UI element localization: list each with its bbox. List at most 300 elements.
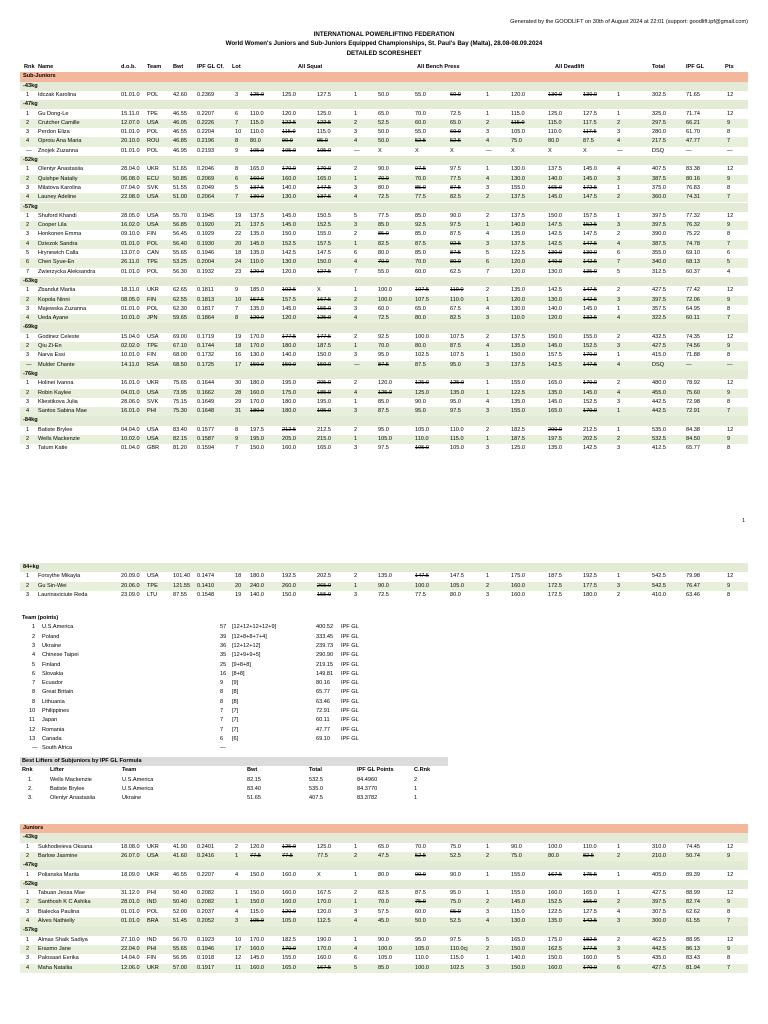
table-cell: 9 [727, 119, 731, 126]
table-cell: 1 [354, 871, 358, 878]
best-lifter-cell: Wells Mackenzie [50, 776, 92, 783]
table-cell: 410.0 [652, 591, 666, 598]
table-cell: 121.55 [173, 582, 191, 589]
table-cell: UKR [147, 380, 159, 387]
table-cell: 12 [727, 890, 734, 897]
best-lifter-cell: 84.4960 [357, 776, 378, 783]
table-cell: 147.5 [415, 573, 429, 580]
team-cell: 47.77 [316, 726, 330, 733]
table-cell: Santos Sabina Mae [38, 408, 87, 415]
table-cell: 2 [354, 119, 358, 126]
table-cell: 105.0 [317, 147, 331, 154]
best-lifter-cell: 2. [28, 785, 33, 792]
table-cell: Godinez Celeste [38, 333, 80, 340]
team-cell: 8 [220, 698, 224, 705]
weight-class-header [20, 833, 748, 842]
table-cell: 72.5 [378, 194, 389, 201]
table-cell: 4 [354, 918, 358, 924]
table-cell: POL [147, 147, 159, 154]
table-cell: 4 [727, 268, 731, 275]
table-cell: 87.5 [583, 138, 594, 145]
table-cell: 185.0 [250, 287, 264, 294]
table-cell: 135.0 [450, 389, 464, 396]
table-cell: 1 [486, 573, 490, 580]
table-cell: 455.0 [652, 389, 666, 396]
team-cell: IPF GL [341, 642, 359, 649]
table-cell: 62.30 [173, 305, 187, 312]
table-cell: 170.0 [282, 945, 296, 952]
table-cell: 215.0 [317, 436, 331, 442]
table-cell: 01.01.0 [121, 908, 140, 915]
table-cell: PHI [147, 408, 157, 415]
table-cell: 110.0 [250, 259, 264, 266]
table-cell: Crutcher Camille [38, 119, 80, 126]
table-cell: 90.0 [511, 843, 522, 850]
table-cell: 1 [354, 936, 358, 943]
table-cell: 8 [727, 955, 731, 962]
team-cell: IPF GL [341, 708, 359, 714]
table-cell: 31 [235, 408, 242, 415]
table-cell: 0.1594 [197, 445, 215, 452]
table-cell: 150.0 [548, 333, 562, 340]
table-cell: USA [147, 194, 159, 201]
column-header: Team [147, 64, 162, 70]
table-cell: 110.0 [583, 843, 597, 850]
table-cell: 107.5 [450, 333, 464, 340]
table-cell: 9 [727, 389, 731, 396]
table-cell: 56.30 [173, 268, 187, 275]
team-cell: Slovakia [42, 670, 64, 677]
table-cell: 4 [354, 259, 358, 266]
table-cell: 8 [235, 166, 239, 173]
table-cell: 55.0 [415, 91, 426, 98]
table-cell: 170.0 [583, 380, 597, 387]
team-cell: IPF GL [341, 633, 359, 640]
column-header: d.o.b. [121, 64, 136, 70]
table-cell: SVK [147, 398, 159, 405]
table-cell: 542.5 [652, 582, 666, 589]
table-cell: 8 [235, 138, 239, 145]
table-cell: 4 [617, 240, 621, 247]
table-cell: 01.01.0 [121, 129, 140, 136]
table-cell: 2 [617, 119, 621, 126]
table-cell: 80.0 [450, 259, 461, 266]
table-cell: 120.0 [250, 843, 264, 850]
table-cell: 155.0 [317, 305, 331, 312]
table-cell: 3 [486, 908, 490, 915]
table-cell: 59.65 [173, 315, 187, 322]
table-cell: FIN [147, 352, 157, 359]
team-cell: 239.73 [316, 642, 334, 649]
table-cell: Forsythe Mikayla [38, 573, 81, 580]
table-cell: 46.95 [173, 147, 187, 154]
table-cell: 3 [354, 305, 358, 312]
table-cell: 2 [26, 582, 30, 589]
table-cell: 09.10.0 [121, 231, 140, 238]
table-cell: 1 [26, 110, 30, 117]
table-cell: Qiu Zi-En [38, 343, 62, 349]
team-cell: [7] [232, 708, 239, 714]
table-cell: 0.2037 [197, 908, 215, 915]
table-cell: Ueda Ayane [38, 315, 69, 322]
table-cell: 125.0 [511, 445, 525, 452]
table-cell: 85.0 [378, 964, 389, 971]
table-cell: 2 [617, 436, 621, 442]
team-cell: 7 [220, 726, 224, 733]
table-cell: 75.22 [686, 231, 700, 238]
table-cell: 29 [235, 398, 242, 405]
table-cell: 162.5 [548, 945, 562, 952]
table-cell: 72.98 [686, 398, 700, 405]
team-cell: Ukraine [42, 642, 62, 649]
table-cell: ECU [147, 175, 159, 182]
table-cell: 120.0 [511, 259, 525, 266]
table-cell: 212.5 [583, 426, 597, 433]
table-cell: 165.0 [548, 380, 562, 387]
table-cell: 197.5 [250, 426, 264, 433]
table-cell: 80.0 [415, 343, 426, 349]
table-cell: 80.0 [548, 138, 559, 145]
table-cell: 7 [354, 268, 358, 275]
table-cell: — [26, 147, 32, 154]
table-cell: 7 [235, 194, 239, 201]
table-cell: 357.5 [652, 305, 666, 312]
table-cell: 195.0 [282, 380, 296, 387]
best-lifter-cell: Ukraine [122, 795, 142, 802]
best-lifter-cell: 1 [414, 795, 418, 802]
table-cell: 5 [617, 268, 621, 275]
table-cell: — [354, 147, 360, 154]
weight-class-header [20, 323, 748, 332]
table-cell: TPE [147, 110, 158, 117]
table-cell: 6 [235, 110, 239, 117]
table-cell: 30 [235, 380, 242, 387]
table-cell: 56.70 [173, 936, 187, 943]
table-cell: 74.56 [686, 343, 700, 349]
team-cell: [9] [232, 680, 239, 687]
best-lifters-header: Team [122, 767, 137, 774]
table-cell: 1 [486, 389, 490, 396]
table-cell: 0.2226 [197, 119, 215, 126]
weight-class-header [20, 416, 748, 425]
table-cell: 90.0 [450, 212, 461, 219]
team-cell: Japan [42, 717, 58, 724]
table-cell: 0.1662 [197, 389, 215, 396]
table-cell: 1 [26, 871, 30, 878]
table-cell: 300.0 [652, 918, 666, 924]
table-cell: Tatum Katie [38, 445, 68, 452]
table-cell: 127.5 [317, 268, 331, 275]
table-cell: 105.0 [415, 426, 429, 433]
table-cell: 1 [26, 91, 30, 98]
table-cell: 110.0 [450, 287, 464, 294]
weight-class-header [20, 100, 748, 109]
table-cell: 16.01.0 [121, 380, 140, 387]
team-cell: [7] [232, 717, 239, 724]
table-cell: 0.1817 [197, 305, 215, 312]
table-cell: 3 [486, 129, 490, 136]
table-cell: 57.5 [378, 908, 389, 915]
table-cell: 145.0 [282, 222, 296, 229]
table-cell: 23 [235, 268, 242, 275]
table-cell: 110.0cj [450, 945, 468, 952]
table-cell: — [727, 147, 733, 154]
table-cell: 87.5 [415, 890, 426, 897]
table-cell: 10.01.0 [121, 315, 140, 322]
table-cell: 62.62 [686, 908, 700, 915]
section-header [20, 72, 748, 81]
table-cell: 62.65 [173, 287, 187, 294]
table-cell: RSA [147, 361, 159, 368]
table-cell: 67.5 [450, 305, 461, 312]
table-cell: 0.2416 [197, 852, 215, 859]
table-cell: 105.0 [415, 445, 429, 452]
table-cell: 63.46 [686, 591, 700, 598]
table-cell: 1 [354, 240, 358, 247]
table-cell: 150.5 [317, 212, 331, 219]
table-cell: 115.0 [250, 908, 264, 915]
weight-class-header-label: 84+kg [23, 564, 40, 570]
table-cell: 135.0 [548, 389, 562, 396]
table-cell: 10.01.0 [121, 352, 140, 359]
weight-class-header-label: -43kg [23, 834, 38, 841]
table-cell: 87.5 [450, 250, 461, 256]
table-cell: 12 [727, 936, 734, 943]
table-cell: 82.5 [378, 240, 389, 247]
table-cell: 180.0 [250, 573, 264, 580]
table-cell: 160.0 [583, 955, 597, 962]
table-cell: 79.98 [686, 573, 700, 580]
best-lifter-cell: 1. [28, 776, 33, 783]
table-cell: 4 [486, 231, 490, 238]
table-cell: 130.0 [548, 268, 562, 275]
column-header: IPF GL Cf. [197, 64, 224, 70]
table-cell: X [378, 147, 382, 154]
table-cell: 92.5 [450, 240, 461, 247]
table-cell: 160.0 [282, 871, 296, 878]
table-cell: — [617, 147, 623, 154]
table-cell: 182.5 [511, 426, 525, 433]
table-cell: 167.5 [317, 296, 331, 303]
table-cell: 120.0 [282, 908, 296, 915]
table-cell: X [583, 147, 587, 154]
table-cell: 1 [354, 110, 358, 117]
table-cell: 46.55 [173, 110, 187, 117]
table-cell: 70.0 [378, 175, 389, 182]
weight-class-header-label: -69kg [23, 324, 38, 331]
table-cell: 150.0 [511, 945, 525, 952]
table-cell: 115.0 [450, 436, 464, 442]
table-cell: 92.5 [378, 333, 389, 340]
scoresheet-title: DETAILED SCORESHEET [346, 49, 422, 57]
table-cell: 01.01.0 [121, 240, 140, 247]
team-cell: 39 [220, 633, 227, 640]
table-cell: 390.0 [652, 231, 666, 238]
table-cell: 61.70 [686, 129, 700, 136]
table-cell: 3 [26, 305, 30, 312]
table-cell: 04.01.0 [121, 389, 140, 396]
table-cell: 90.0 [378, 166, 389, 173]
team-cell: 2 [32, 633, 36, 640]
table-cell: 47.77 [686, 138, 700, 145]
table-cell: 7 [727, 964, 731, 971]
table-cell: 27.10.0 [121, 936, 140, 943]
table-cell: 240.0 [250, 582, 264, 589]
table-cell: 82.74 [686, 899, 700, 906]
weight-class-header-label: -47kg [23, 862, 38, 869]
table-cell: 51.55 [173, 184, 187, 191]
table-cell: 70.0 [378, 899, 389, 906]
best-lifter-cell: U.S.America [122, 785, 154, 792]
table-cell: 117.5 [583, 129, 597, 136]
table-cell: 15.11.0 [121, 110, 140, 117]
table-cell: 135.0 [378, 573, 392, 580]
table-cell: 60.0 [450, 91, 461, 98]
table-cell: 125.0 [378, 389, 392, 396]
table-cell: 85.0 [415, 250, 426, 256]
table-cell: 6 [354, 250, 358, 256]
table-cell: 2 [26, 852, 30, 859]
table-cell: 7 [617, 259, 621, 266]
team-cell: IPF GL [341, 680, 359, 687]
table-cell: 427.5 [652, 890, 666, 897]
table-cell: 165.0 [511, 936, 525, 943]
table-cell: 02.02.0 [121, 343, 140, 349]
generated-note: Generated by the GOODLIFT on 30th of August 2024 at 22:01 (support: goodlift.ipf@gmail.com) [510, 19, 748, 25]
table-cell: 8 [727, 445, 731, 452]
table-cell: 180.0 [250, 380, 264, 387]
table-cell: 52.5 [415, 852, 426, 859]
table-cell: 20.10.0 [121, 138, 140, 145]
table-cell: USA [147, 333, 159, 340]
table-cell: 9 [727, 945, 731, 952]
table-cell: 205.0 [282, 436, 296, 442]
table-cell: 427.5 [652, 287, 666, 294]
team-cell: 35 [220, 652, 227, 659]
table-cell: 150.0 [250, 899, 264, 906]
team-cell: 3 [32, 642, 36, 649]
table-cell: 325.0 [652, 110, 666, 117]
table-cell: 137.5 [511, 212, 525, 219]
table-cell: 2 [617, 899, 621, 906]
table-cell: 177.5 [317, 333, 331, 340]
table-cell: 7 [727, 918, 731, 924]
table-cell: 182.5 [282, 936, 296, 943]
table-cell: X [511, 147, 515, 154]
table-cell: 5 [727, 259, 731, 266]
table-cell: 73.95 [173, 389, 187, 396]
table-cell: 155.0 [317, 591, 331, 598]
team-cell: 63.46 [316, 698, 330, 705]
team-cell: IPF GL [341, 661, 359, 668]
table-cell: 340.0 [652, 259, 666, 266]
table-cell: — [354, 361, 360, 368]
table-cell: 0.1923 [197, 936, 215, 943]
table-cell: USA [147, 212, 159, 219]
team-cell: [12+12+12] [232, 642, 261, 649]
table-cell: 122.5 [548, 908, 562, 915]
table-cell: 120.0 [250, 315, 264, 322]
table-cell: 9 [727, 222, 731, 229]
table-cell: 130.0 [511, 175, 525, 182]
table-cell: 100.0 [378, 296, 392, 303]
table-cell: 5 [354, 964, 358, 971]
table-cell: 387.5 [652, 175, 666, 182]
table-cell: 1 [486, 166, 490, 173]
table-cell: 97.5 [378, 445, 389, 452]
table-cell: 4 [486, 918, 490, 924]
table-cell: 55.65 [173, 945, 187, 952]
table-cell: 85.0 [415, 212, 426, 219]
table-cell: 120.0 [282, 315, 296, 322]
table-cell: 1 [26, 166, 30, 173]
table-cell: 87.5 [378, 408, 389, 415]
table-cell: 142.5 [548, 231, 562, 238]
table-cell: 46.05 [173, 119, 187, 126]
team-cell: [12+9+9+5] [232, 652, 261, 659]
table-cell: 142.5 [583, 296, 597, 303]
table-cell: Batiste Brylee [38, 426, 73, 433]
table-cell: 145.0 [583, 305, 597, 312]
table-cell: UKR [147, 166, 159, 173]
table-cell: — [686, 361, 692, 368]
table-cell: 115.0 [511, 119, 525, 126]
table-cell: 1 [235, 890, 239, 897]
table-cell: 60.11 [686, 315, 700, 322]
weight-class-header-label: -47kg [23, 101, 38, 108]
table-cell: 2 [354, 426, 358, 433]
table-cell: 6 [235, 175, 239, 182]
table-cell: 82.5 [378, 890, 389, 897]
table-cell: 105.0 [282, 918, 296, 924]
table-cell: 100.0 [415, 333, 429, 340]
table-cell: 1 [354, 175, 358, 182]
table-cell: Chen Syue-En [38, 259, 75, 266]
table-cell: 107.5 [415, 296, 429, 303]
table-cell: 2 [26, 343, 30, 349]
table-cell: 77.5 [450, 175, 461, 182]
table-cell: Quishpe Nataliy [38, 175, 78, 182]
best-lifter-cell: 83.40 [247, 785, 261, 792]
table-cell: 140.0 [511, 222, 525, 229]
table-cell: 157.5 [282, 296, 296, 303]
table-cell: 3 [354, 129, 358, 136]
table-cell: 1 [26, 890, 30, 897]
table-cell: Zbandut Mariia [38, 287, 76, 294]
table-cell: 160.0 [511, 591, 525, 598]
table-cell: 0.1649 [197, 398, 215, 405]
table-cell: 172.5 [548, 591, 562, 598]
table-cell: 2 [354, 380, 358, 387]
table-cell: 110.0 [511, 315, 525, 322]
table-cell: 60.37 [686, 268, 700, 275]
table-cell: 3 [354, 591, 358, 598]
team-cell: 8 [220, 689, 224, 696]
table-cell: 130.0 [250, 352, 264, 359]
table-cell: 140.0 [548, 305, 562, 312]
best-lifter-cell: Olentyr Anastasiia [50, 795, 96, 802]
table-cell: 145.0 [583, 166, 597, 173]
table-cell: 95.0 [378, 426, 389, 433]
team-cell: 290.90 [316, 652, 334, 659]
team-cell: 69.10 [316, 735, 330, 742]
table-cell: 7 [235, 119, 239, 126]
table-cell: 95.0 [317, 138, 328, 145]
table-cell: 56.85 [173, 222, 187, 229]
table-cell: 137.5 [548, 166, 562, 173]
table-cell: 170.0 [250, 343, 264, 349]
table-cell: 160.0 [548, 964, 562, 971]
